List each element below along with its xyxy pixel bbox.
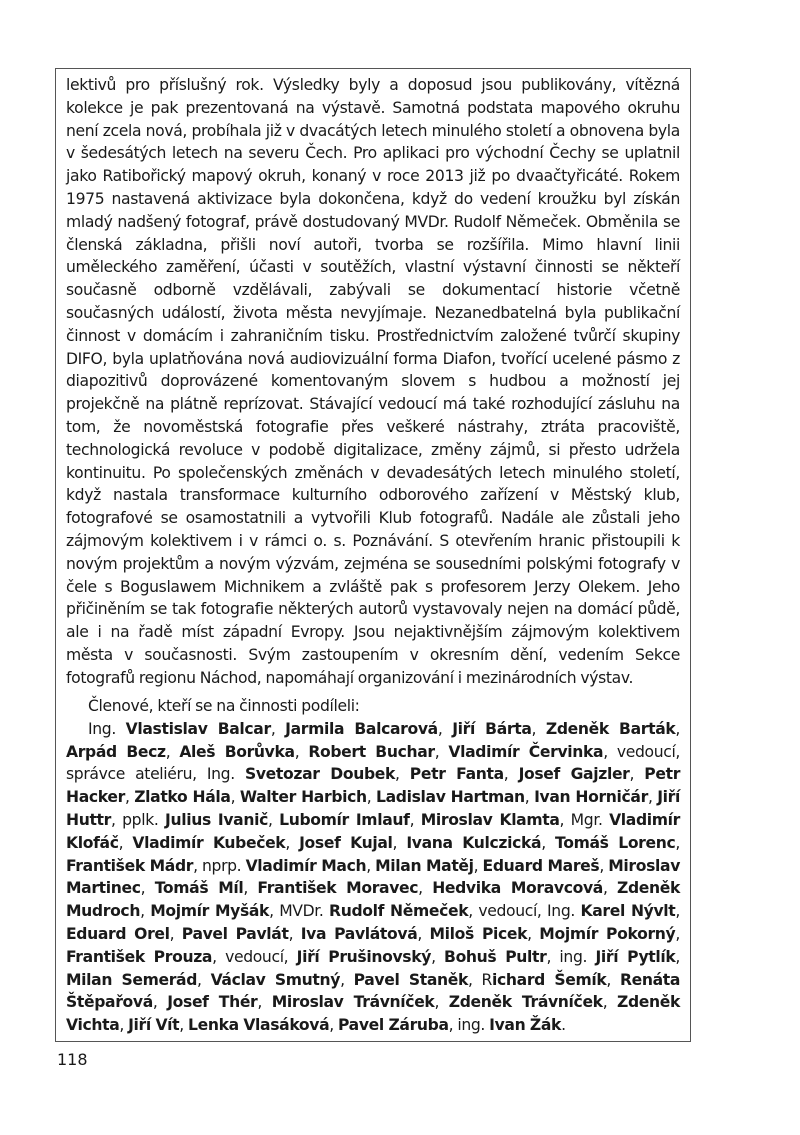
member-name: Pavel Pavlát [181, 924, 289, 943]
member-separator: , [417, 924, 430, 943]
member-name: Vladimír Červinka [448, 742, 604, 761]
member-separator: , [340, 970, 354, 989]
member-name: Tomáš Lorenc [555, 833, 676, 852]
member-separator: , [366, 788, 377, 807]
member-name: Ivana Kulczická [406, 833, 542, 852]
member-separator: . [561, 1016, 566, 1035]
members-section [66, 695, 680, 1037]
member-name: František Prouza [66, 947, 213, 966]
member-name: Jiří Huttr [66, 788, 680, 829]
member-separator: , [602, 879, 617, 898]
member-name: Ladislav Hartman [376, 788, 525, 807]
member-separator: , [629, 765, 645, 784]
member-separator: , [541, 833, 556, 852]
member-separator: , [395, 765, 410, 784]
member-separator: , [392, 833, 407, 852]
member-separator: , [267, 810, 280, 829]
member-separator: , [270, 719, 286, 738]
member-separator: , [531, 719, 546, 738]
member-separator: , [140, 879, 155, 898]
member-separator: , vedoucí, Ing. [468, 902, 581, 921]
member-name: Vladimír Mach [245, 856, 367, 875]
member-separator: , pplk. [111, 810, 166, 829]
member-name: Mojmír Myšák [150, 902, 270, 921]
member-name: Zdeněk Barták [545, 719, 676, 738]
member-separator: , MVDr. [269, 902, 330, 921]
member-name: Josef Kujal [299, 833, 393, 852]
member-name: Miroslav Trávníček [271, 993, 435, 1012]
member-name: Vlastislav Balcar [125, 719, 271, 738]
member-separator: , [431, 947, 445, 966]
member-name: Zdeněk Vichta [66, 993, 681, 1035]
member-name: Bohuš Pultr [444, 947, 547, 966]
member-name: Josef Thér [167, 993, 258, 1012]
member-separator: Ing. [88, 719, 126, 738]
member-separator: , [524, 788, 535, 807]
member-name: Eduard Orel [66, 924, 170, 943]
member-separator: , [285, 833, 300, 852]
member-separator: , [169, 924, 182, 943]
members-list [66, 718, 680, 1037]
member-name: Lenka Vlasáková [188, 1016, 330, 1035]
member-separator: , [243, 879, 258, 898]
member-separator: , [527, 924, 540, 943]
member-separator: , [675, 924, 680, 943]
member-name: Hedvika Moravcová [432, 879, 603, 898]
member-name: Aleš Borůvka [179, 742, 295, 761]
body-text [66, 74, 680, 690]
member-name: Vladimír Kubeček [132, 833, 286, 852]
member-name: Jarmila Balcarová [285, 719, 438, 738]
body-paragraph: lektivů pro příslušný rok. Výsledky byly a doposud jsou publikovány, vítězná kolekce je pak prezentovaná na výstavě. Samotná podstata mapového okruhu není zcela nová, probíhala již v dvacátých letech minulého století a obnovena byla v šedesátých letech na severu Čech. Pro aplikaci pro východní Čechy se uplatnil jako Ratibořický mapový okruh, konaný v roce 2013 již po dvaačtyřicáté. Rokem 1975 nastavená aktivizace byla dokončena, když do vedení kroužku byl získán mladý nadšený fotograf, právě dostudovaný MVDr. Rudolf Němeček. Obměnila se členská základna, přišli noví autoři, tvorba se rozšířila. Mimo hlavní linii uměleckého zaměření, účasti v soutěžích, vlastní výstavní činnosti se někteří současně odborně vzdělávali, zabývali se dokumentací historie včetně současných událostí, života města nevyjímaje. Nezanedbatelná byla publikační činnost v domácím i zahraničním tisku. Prostřednictvím založené tvůrčí skupiny DIFO, byla uplatňována nová audiovizuální forma Diafon, tvořící ucelené pásmo z diapozitivů doprovázené komentovaným slovem s hudbou a možností jej projekčně na plátně reprízovat. Stávající vedoucí má také rozhodující zásluhu na tom, že novoměstská fotografie přes veškeré nástrahy, ztráta pracoviště, technologická revoluce v podobě digitalizace, změny zájmů, si přesto udržela kontinuitu. Po společenských změnách v devadesátých letech minulého století, když nastala transformace kulturního odborového zařízení v Městský klub, fotografové se osamostatnili a vytvořili Klub fotografů. Nadále ale zůstali jeho zájmovým kolektivem i v rámci o. s. Poznávání. S otevřením hranic přistoupili k novým projektům a novým výzvám, zejména se sousedními polskými fotografy v čele s Boguslawem Michnikem a zvláště pak s profesorem Jerzy Olekem. Jeho přičiněním se tak fotografie některých autorů vystavovaly nejen na domácí půdě, ale i na řadě míst západní Evropy. Jsou nejaktivnějším zájmovým kolektivem města v současnosti. Svým zastoupením v okresním dění, vedením Sekce fotografů regionu Náchod, napomáhají organizování i mezinárodních výstav. [66, 76, 680, 687]
member-name: Jiří Vít [128, 1016, 180, 1035]
member-separator: , [437, 719, 453, 738]
member-name: Arpád Becz [66, 742, 166, 761]
member-separator: , [675, 833, 681, 852]
member-name: Tomáš Míl [154, 879, 244, 898]
member-separator: , vedoucí, [212, 947, 297, 966]
member-separator: , [675, 947, 680, 966]
member-name: Miloš Picek [429, 924, 528, 943]
member-name: Petr Fanta [409, 765, 504, 784]
member-separator: , [118, 833, 133, 852]
member-separator: , [257, 993, 272, 1012]
member-name: Miroslav Klamta [420, 810, 560, 829]
member-name: Lubomír Imlauf [279, 810, 410, 829]
member-separator: , [418, 879, 433, 898]
members-intro: Členové, kteří se na činnosti podíleli: [88, 697, 360, 715]
member-separator: , ing. [546, 947, 596, 966]
member-name: Karel Nývlt [580, 902, 676, 921]
member-separator: , [473, 856, 483, 875]
member-separator: , [675, 902, 680, 921]
member-name: Vladimír Klofáč [66, 810, 681, 852]
member-name: Pavel Staněk [353, 970, 469, 989]
member-separator: , [124, 788, 135, 807]
member-name: Petr Hacker [66, 765, 681, 807]
member-separator: , vedoucí, správce ateliéru, Ing. [66, 742, 681, 784]
member-name: Milan Matěj [375, 856, 474, 875]
member-separator: , [434, 993, 449, 1012]
member-name: Pavel Záruba [338, 1016, 449, 1035]
member-separator: , [197, 970, 211, 989]
member-name: Walter Harbich [239, 788, 367, 807]
member-name: František Mádr [66, 856, 194, 875]
member-separator: , [288, 924, 301, 943]
member-name: Jiří Prušinovský [296, 947, 432, 966]
member-separator: , [119, 1016, 129, 1035]
member-name: Jiří Bárta [452, 719, 532, 738]
member-separator: , [329, 1016, 338, 1035]
member-name: Zdeněk Trávníček [448, 993, 603, 1012]
member-name: Julius Ivanič [165, 810, 268, 829]
member-name: Eduard Mareš [482, 856, 600, 875]
member-separator: , R [468, 970, 493, 989]
member-name: Zlatko Hála [134, 788, 231, 807]
member-name: František Moravec [257, 879, 419, 898]
member-separator: , [140, 902, 151, 921]
member-separator: , nprp. [193, 856, 246, 875]
member-separator: , [503, 765, 519, 784]
member-name: Milan Semerád [66, 970, 198, 989]
member-name: Ivan Žák [489, 1016, 562, 1035]
member-name: Josef Gajzler [518, 765, 630, 784]
member-separator: , [179, 1016, 188, 1035]
member-separator: , [606, 970, 620, 989]
member-separator: , [434, 742, 449, 761]
member-name: Ivan Horničár [534, 788, 648, 807]
member-separator: , [599, 856, 609, 875]
member-separator: , [602, 993, 618, 1012]
member-name: Václav Smutný [210, 970, 341, 989]
member-separator: , ing. [448, 1016, 490, 1035]
member-name: Rudolf Němeček [329, 902, 469, 921]
page-number: 118 [57, 1050, 88, 1069]
member-name: Svetozar Doubek [244, 765, 396, 784]
member-separator: , [294, 742, 309, 761]
member-name: Miroslav Martinec [66, 856, 681, 898]
member-separator: , Mgr. [559, 810, 610, 829]
member-name: Jiří Pytlík [595, 947, 676, 966]
member-separator: , [366, 856, 376, 875]
member-name: ichard Šemík [492, 970, 607, 989]
member-name: Zdeněk Mudroch [66, 879, 680, 921]
member-name: Iva Pavlátová [300, 924, 418, 943]
member-name: Mojmír Pokorný [539, 924, 676, 943]
member-name: Renáta Štěpařová [66, 970, 681, 1012]
member-separator: , [647, 788, 658, 807]
member-separator: , [165, 742, 180, 761]
member-separator: , [230, 788, 240, 807]
member-name: Robert Buchar [308, 742, 435, 761]
member-separator: , [675, 719, 681, 738]
member-separator: , [409, 810, 421, 829]
member-separator: , [152, 993, 168, 1012]
